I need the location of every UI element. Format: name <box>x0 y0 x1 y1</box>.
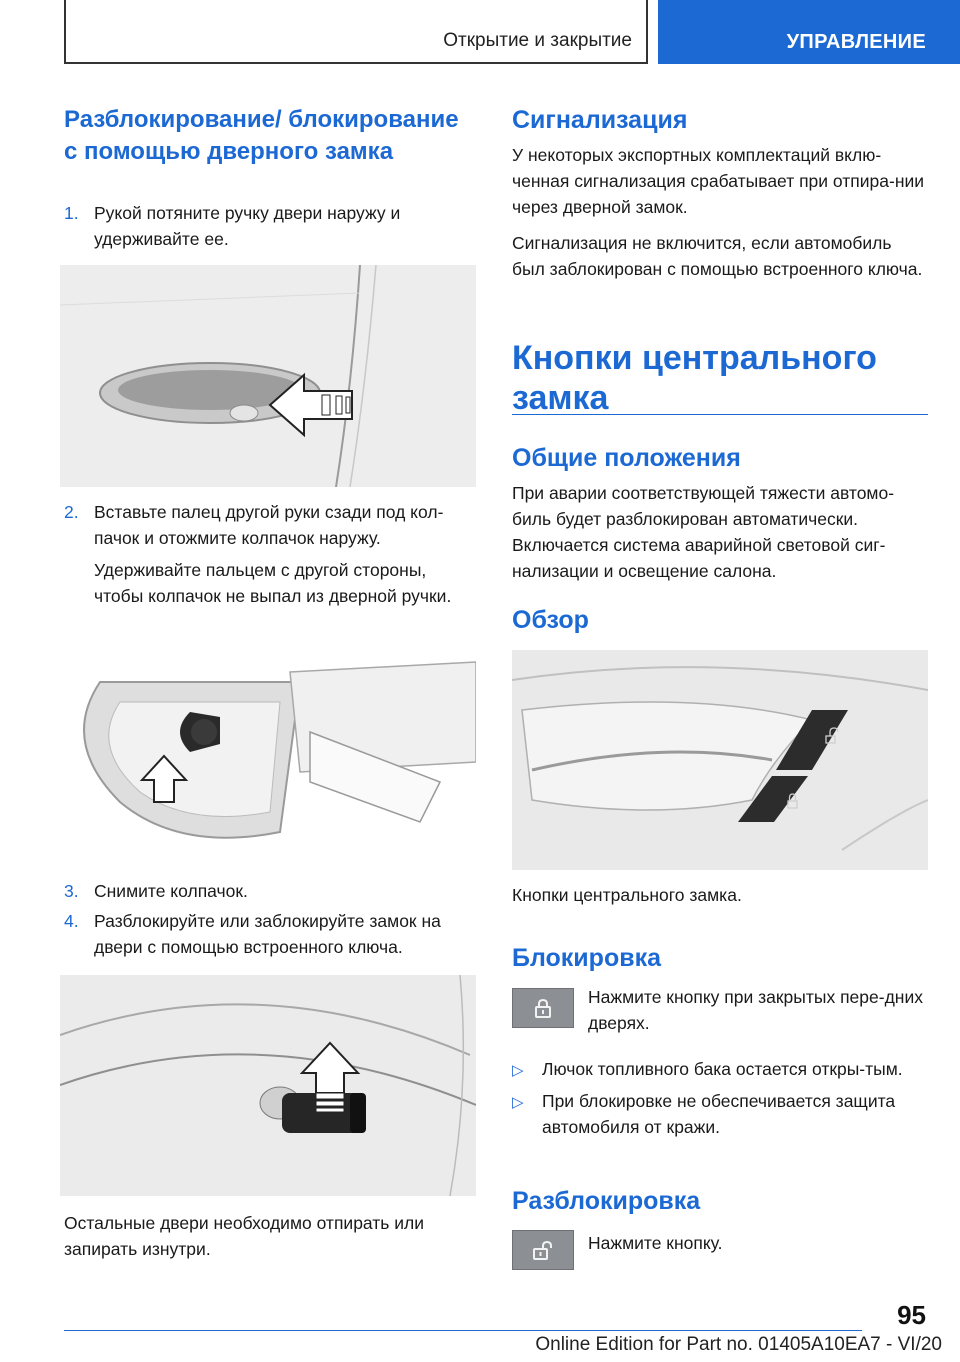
step-text: Снимите колпачок. <box>94 881 248 901</box>
triangle-bullet-icon: ▷ <box>512 1062 524 1079</box>
lock-open-icon <box>531 1238 555 1262</box>
central-lock-photo <box>512 650 928 870</box>
left-title-block <box>64 104 476 168</box>
alarm-paragraph-1: У некоторых экспортных комплектаций вклю-ченная сигнализация срабатывает при отпира-нии через дверной замок. <box>512 145 925 217</box>
lock-section <box>512 942 928 974</box>
general-section <box>512 442 928 584</box>
bullet-text: При блокировке не обеспечивается защита автомобиля от кражи. <box>542 1091 896 1137</box>
step-text: Разблокируйте или заблокируйте замок на двери с помощью встроенного ключа. <box>94 911 441 957</box>
header-chapter <box>658 0 960 64</box>
step-number: 3. <box>64 881 79 901</box>
step-3-4 <box>64 878 478 960</box>
central-lock-title: Кнопки центрального замка <box>512 339 877 417</box>
page-number: 95 <box>897 1300 926 1330</box>
closing-note <box>64 1210 478 1262</box>
unlock-button-image <box>512 1230 574 1270</box>
lock-instruction-text: Нажмите кнопку при закрытых пере-дних дверях. <box>588 987 923 1033</box>
header-chapter-label: УПРАВЛЕНИЕ <box>786 31 926 53</box>
step-text: Вставьте палец другой руки сзади под кол-пачок и отожмите колпачок наружу. <box>94 502 444 548</box>
step-number: 4. <box>64 911 79 931</box>
unlock-title: Разблокировка <box>512 1187 701 1215</box>
lock-bullets <box>512 1056 928 1140</box>
header-section-label: Открытие и закрытие <box>443 30 632 51</box>
left-section-title: Разблокирование/ блокирование с помощью дверного замка <box>64 106 459 165</box>
alarm-paragraph-2: Сигнализация не включится, если автомобиль был заблокирован с помощью встроенного ключа. <box>512 233 923 279</box>
header-section <box>64 0 648 64</box>
lock-title: Блокировка <box>512 944 661 972</box>
cap-removal-photo <box>60 652 476 864</box>
section-divider <box>512 414 928 415</box>
overview-section <box>512 604 928 636</box>
unlock-instruction-text: Нажмите кнопку. <box>588 1233 723 1253</box>
overview-caption-text: Кнопки центрального замка. <box>512 885 742 905</box>
step-number: 2. <box>64 502 79 522</box>
general-title: Общие положения <box>512 444 741 472</box>
step-number: 1. <box>64 203 79 223</box>
unlock-section <box>512 1185 928 1217</box>
key-photo <box>60 975 476 1196</box>
lock-instruction <box>588 984 928 1036</box>
step-text: Удерживайте пальцем с другой стороны, чтобы колпачок не выпал из дверной ручки. <box>94 560 452 606</box>
bullet-text: Лючок топливного бака остается откры-тым. <box>542 1059 903 1079</box>
step-2 <box>64 499 478 609</box>
overview-title: Обзор <box>512 606 589 634</box>
central-lock-section <box>512 338 928 418</box>
alarm-section <box>512 104 928 282</box>
footer-divider <box>64 1330 862 1331</box>
unlock-instruction <box>588 1230 928 1256</box>
footer-edition: Online Edition for Part no. 01405A10EA7 - VI/20 <box>535 1334 942 1355</box>
lock-button-image <box>512 988 574 1028</box>
closing-text: Остальные двери необходимо отпирать или запирать изнутри. <box>64 1213 425 1259</box>
alarm-title: Сигнализация <box>512 106 688 134</box>
list-item <box>512 1056 928 1082</box>
step-text: Рукой потяните ручку двери наружу и удерживайте ее. <box>94 203 401 249</box>
triangle-bullet-icon: ▷ <box>512 1094 524 1111</box>
list-item <box>512 1088 928 1140</box>
lock-closed-icon <box>531 996 555 1020</box>
door-handle-photo <box>60 265 476 487</box>
overview-caption <box>512 882 928 908</box>
general-paragraph: При аварии соответствующей тяжести автомо-биль будет разблокирован автоматически. Включается система аварийной световой сиг-нализации и освещение салона. <box>512 483 895 581</box>
step-1 <box>64 200 478 252</box>
